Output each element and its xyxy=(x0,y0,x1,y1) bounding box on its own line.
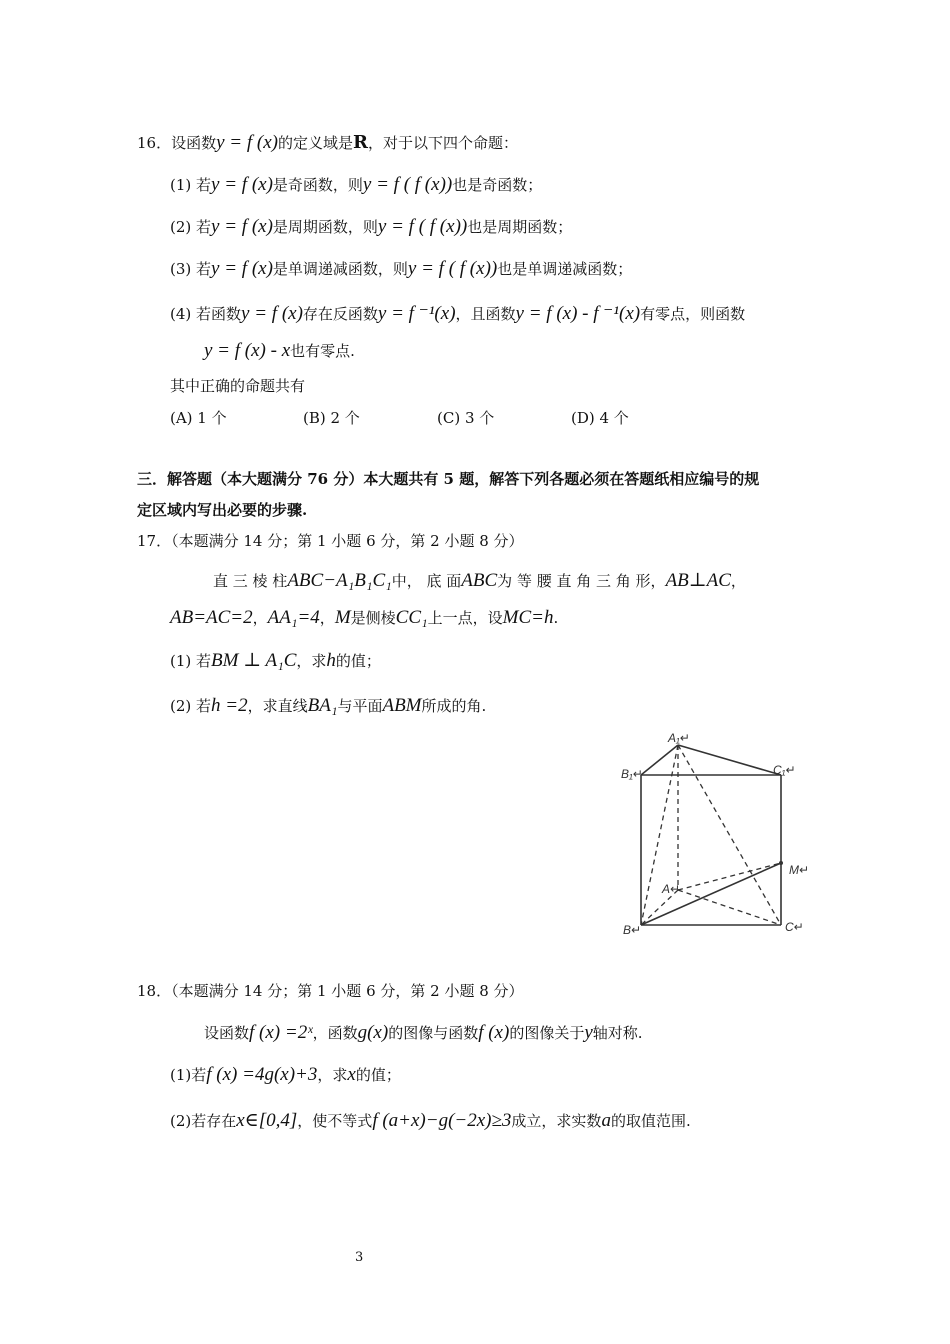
q16-proposition-4-cont: y = f (x) - x也有零点. xyxy=(204,340,355,361)
edge-a-c xyxy=(678,890,781,925)
q16-option-c: (C) 3 个 xyxy=(437,409,495,427)
q16-proposition-2: (2) 若y = f (x)是周期函数，则y = f ( f (x))也是周期函数； xyxy=(170,216,573,237)
section3-line1: 三．解答题（本大题满分 76 分）本大题共有 5 题，解答下列各题必须在答题纸相应编号的规 xyxy=(137,470,760,488)
q16-proposition-4: (4) 若函数y = f (x)存在反函数y = f ⁻¹(x)，且函数y = f (x) - f ⁻¹(x)有零点，则函数 xyxy=(170,303,746,324)
q16-proposition-1: (1) 若y = f (x)是奇函数，则y = f ( f (x))也是奇函数； xyxy=(170,174,543,195)
q16-proposition-3: (3) 若y = f (x)是单调递减函数，则y = f ( f (x))也是单调递减函数； xyxy=(170,258,633,279)
q16-option-a: (A) 1 个 xyxy=(170,409,227,427)
q18-line1: 设函数f (x) =2ˣ，函数g(x)的图像与函数f (x)的图像关于y轴对称. xyxy=(204,1022,643,1043)
q16-option-d: (D) 4 个 xyxy=(571,409,629,427)
label-c: C↵ xyxy=(785,920,804,934)
label-c1: C₁↵ xyxy=(773,763,796,777)
page-number: 3 xyxy=(355,1250,364,1265)
point-m-dot xyxy=(779,861,783,865)
q16-ask: 其中正确的命题共有 xyxy=(170,377,306,395)
q17-line1: 直 三 棱 柱ABC−A₁B₁C₁中， 底 面ABC为 等 腰 直 角 三 角 形，AB⊥AC， xyxy=(213,570,746,591)
q16-option-b: (B) 2 个 xyxy=(303,409,360,427)
prism-figure xyxy=(610,728,820,940)
segment-a1-c xyxy=(678,745,781,925)
q18-sub1: (1)若f (x) =4g(x)+3，求x的值； xyxy=(170,1064,401,1085)
q16-stem: 16．设函数y = f (x)的定义域是R，对于以下四个命题： xyxy=(137,132,518,153)
segment-a1-b xyxy=(641,745,681,925)
q18-sub2: (2)若存在x∈[0,4]，使不等式f (a+x)−g(−2x)≥3成立，求实数a的取值范围. xyxy=(170,1110,691,1131)
section3-line2: 定区域内写出必要的步骤. xyxy=(137,501,308,519)
q17-line2: AB=AC=2，AA₁=4，M是侧棱CC₁上一点，设MC=h. xyxy=(170,607,559,628)
q17-sub2: (2) 若h =2，求直线BA₁与平面ABM所成的角. xyxy=(170,695,487,716)
label-a1: A₁↵ xyxy=(668,731,690,745)
edge-a1-c1 xyxy=(678,745,781,775)
label-b: B↵ xyxy=(623,923,642,937)
q17-sub1: (1) 若BM ⊥ A₁C，求h的值； xyxy=(170,650,381,671)
q18-header: 18．（本题满分 14 分；第 1 小题 6 分，第 2 小题 8 分） xyxy=(137,982,524,1000)
label-b1: B₁↵ xyxy=(621,767,643,781)
label-m: M↵ xyxy=(789,863,810,877)
edge-a1-b1 xyxy=(641,745,678,775)
label-a: A↵ xyxy=(662,882,681,896)
q17-header: 17．（本题满分 14 分；第 1 小题 6 分，第 2 小题 8 分） xyxy=(137,532,524,550)
